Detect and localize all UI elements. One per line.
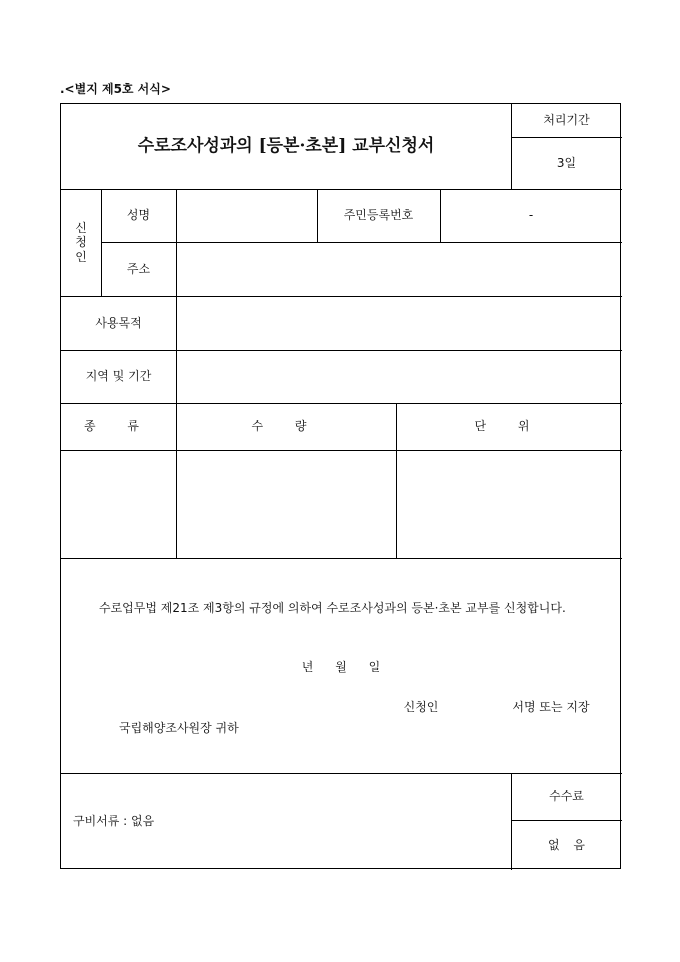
divider [61,558,622,559]
signature-label: 서명 또는 지장 [512,699,590,714]
name-label: 성명 [126,208,151,223]
applicant-group-label [61,189,101,296]
address-label: 주소 [126,261,151,276]
item-quantity-cell[interactable] [176,450,396,558]
recipient-line: 국립해양조사원장 귀하 [119,720,239,735]
application-form [60,103,621,869]
rrn-field[interactable]: - [528,208,534,223]
page-title: 수로조사성과의 [등본·초본] 교부신청서 [137,136,435,157]
item-unit-cell[interactable] [396,450,622,558]
region-period-label: 지역 및 기간 [85,369,152,384]
processing-period-label: 처리기간 [543,113,590,128]
fee-value: 없 음 [548,837,585,852]
purpose-field[interactable] [176,296,622,350]
column-header-quantity: 수 량 [251,419,321,434]
statement-text: 수로업무법 제21조 제3항의 규정에 의하여 수로조사성과의 등본·초본 교부를 신청합니다. [99,601,566,615]
fee-label: 수수료 [549,789,584,804]
processing-period-value: 3일 [556,155,577,170]
column-header-unit: 단 위 [474,419,544,434]
purpose-label: 사용목적 [95,315,142,330]
applicant-sign-label: 신청인 [403,699,439,714]
address-field[interactable] [176,242,622,296]
form-number-label: .<별지 제5호 서식> [60,82,171,96]
column-header-type: 종 류 [84,419,153,434]
name-field[interactable] [176,189,317,242]
rrn-label: 주민등록번호 [343,208,414,223]
applicant-char: 인 [75,249,87,264]
applicant-char: 청 [75,235,87,250]
applicant-char: 신 [75,220,87,235]
date-line: 년 월 일 [301,659,381,674]
region-period-field[interactable] [176,350,622,403]
item-type-cell[interactable] [61,450,176,558]
required-documents: 구비서류 : 없음 [73,814,155,829]
